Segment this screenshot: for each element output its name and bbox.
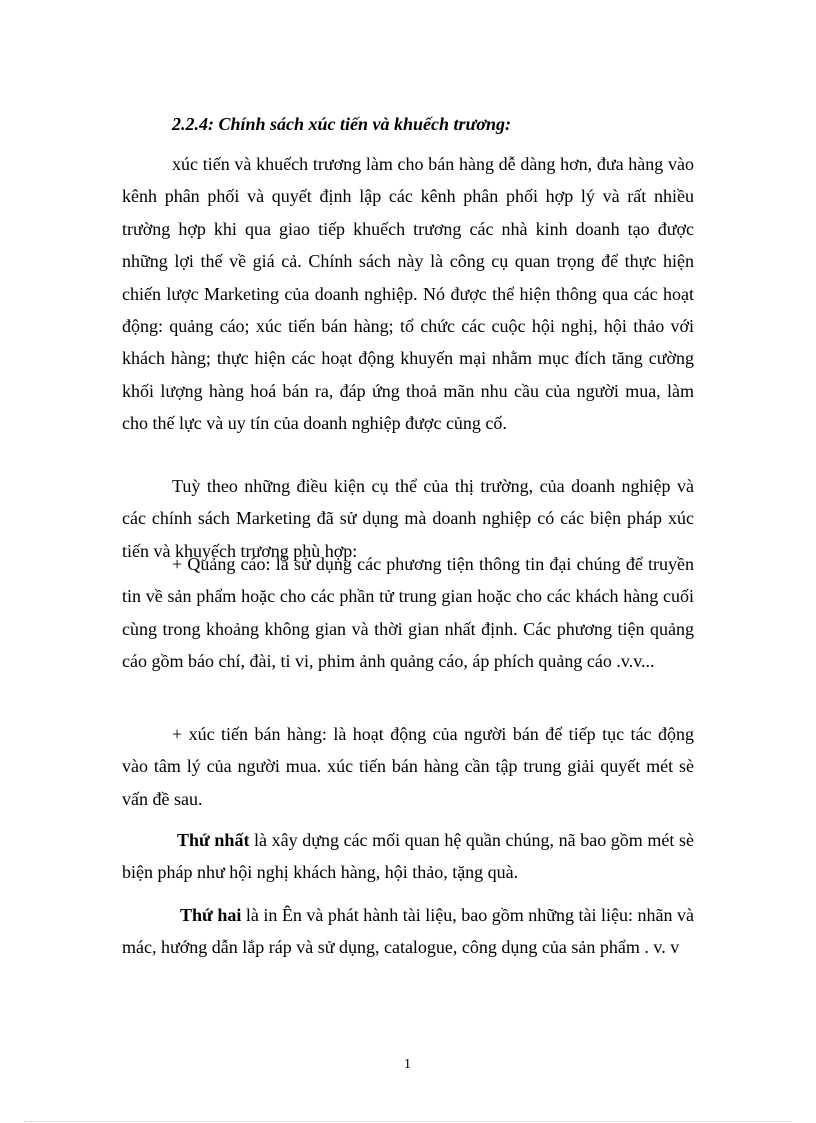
paragraph-first-point: [122, 824, 694, 889]
first-point-label: Thứ nhất: [177, 830, 250, 850]
first-point-text: là xây dựng các mối quan hệ quần chúng, nã bao gồm mét sè biện pháp như hội nghị khách hàng, hội thảo, tặng quà.: [122, 830, 694, 883]
section-heading: 2.2.4: Chính sách xúc tiến và khuếch trương:: [172, 114, 511, 134]
second-point-text: là in Ên và phát hành tài liệu, bao gồm những tài liệu: nhãn và mác, hướng dẫn lắp ráp và sử dụng, catalogue, công dụng của sản phẩm . v. v: [122, 905, 694, 958]
paragraph-promotion-intro: xúc tiến và khuếch trương làm cho bán hàng dễ dàng hơn, đưa hàng vào kênh phân phối và quyết định lập các kênh phân phối hợp lý và rất nhiều trường hợp khi qua giao tiếp khuếch trương các nhà kinh doanh tạo được những lợi thế về giá cả. Chính sách này là công cụ quan trọng để thực hiện chiến lược Marketing của doanh nghiệp. Nó được thể hiện thông qua các hoạt động: quảng cáo; xúc tiến bán hàng; tổ chức các cuộc hội nghị, hội thảo với khách hàng; thực hiện các hoạt động khuyến mại nhằm mục đích tăng cường khối lượng hàng hoá bán ra, đáp ứng thoả mãn nhu cầu của người mua, làm cho thế lực và uy tín của doanh nghiệp được củng cố.: [122, 154, 694, 434]
paragraph-second-point: [122, 899, 694, 964]
paragraph-measures-intro: Tuỳ theo những điều kiện cụ thể của thị trường, của doanh nghiệp và các chính sách Marketing đã sử dụng mà doanh nghiệp có các biện pháp xúc tiến và khuyếch trương phù hợp:: [122, 476, 694, 561]
page-number: 1: [404, 1057, 411, 1072]
paragraph-advertising: + Quảng cáo: là sử dụng các phương tiện thông tin đại chúng để truyền tin về sản phẩm hoặc cho các phần tử trung gian hoặc cho các khách hàng cuối cùng trong khoảng không gian và thời gian nhất định. Các phương tiện quảng cáo gồm báo chí, đài, ti vi, phim ảnh quảng cáo, áp phích quảng cáo .v.v...: [122, 554, 694, 672]
page-bottom-divider: [24, 1121, 792, 1122]
paragraph-sales-promotion: + xúc tiến bán hàng: là hoạt động của người bán để tiếp tục tác động vào tâm lý của người mua. xúc tiến bán hàng cần tập trung giải quyết mét sè vấn đề sau.: [122, 724, 694, 809]
second-point-label: Thứ hai: [180, 905, 242, 925]
